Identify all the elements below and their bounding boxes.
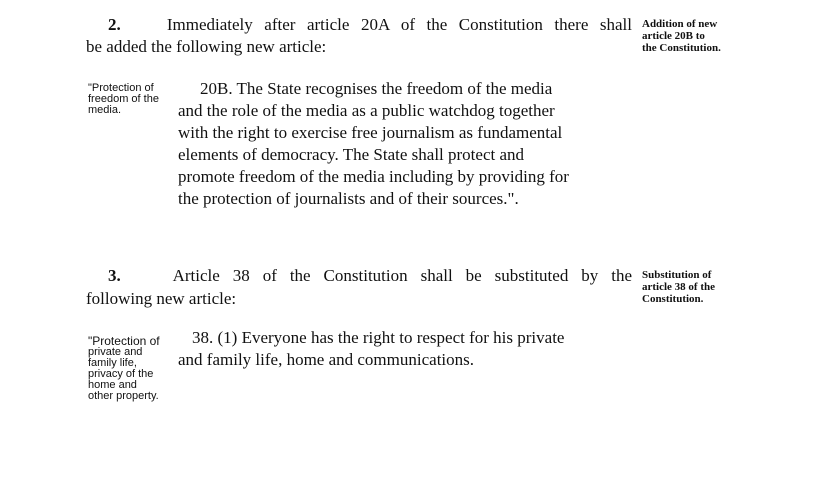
section-2-line-2: be added the following new article: [86, 37, 327, 56]
side-note-line: family life, [88, 357, 137, 369]
section-2-text-1: Immediately after article 20A of the Constitution there shall [166, 15, 633, 34]
section-3-number: 3. [108, 266, 121, 285]
margin-note-line: the Constitution. [642, 42, 721, 54]
section-3-line-1 [108, 265, 632, 287]
section-2-line-1 [108, 14, 632, 36]
article-line: with the right to exercise free journalism as fundamental [178, 123, 563, 142]
side-note-line: privacy of the [88, 368, 154, 380]
margin-note-line: article 20B to [642, 30, 705, 42]
margin-note-line: Addition of new [642, 18, 718, 30]
article-line: and the role of the media as a public watchdog together [178, 101, 555, 120]
section-2-number: 2. [108, 15, 121, 34]
article-38-text [178, 327, 564, 371]
side-note-line: private and [88, 346, 143, 358]
section-3-line-2: following new article: [86, 289, 237, 308]
article-line: elements of democracy. The State shall protect and [178, 145, 525, 164]
article-20b-side-note [88, 83, 159, 116]
side-note-line: freedom of the [88, 93, 159, 105]
article-20b-text [178, 78, 569, 210]
article-line: the protection of journalists and of their sources.". [178, 189, 519, 208]
article-line: promote freedom of the media including by providing for [178, 167, 569, 186]
article-line: and family life, home and communications. [178, 350, 475, 369]
margin-note-line: article 38 of the [642, 281, 715, 293]
margin-note-line: Constitution. [642, 293, 704, 305]
side-note-line: media. [88, 104, 122, 116]
article-line: 20B. The State recognises the freedom of the media [200, 79, 553, 98]
side-note-line: home and [88, 379, 137, 391]
article-38-side-note [88, 336, 160, 402]
section-2-margin-note [642, 18, 721, 54]
article-line: 38. (1) Everyone has the right to respect for his private [192, 328, 565, 347]
section-3-text-1: Article 38 of the Constitution shall be substituted by the [172, 266, 633, 285]
section-3-margin-note [642, 269, 715, 305]
margin-note-line: Substitution of [642, 269, 712, 281]
side-note-line: "Protection of [88, 82, 154, 94]
side-note-line: "Protection of [88, 334, 160, 348]
side-note-line: other property. [88, 390, 159, 402]
